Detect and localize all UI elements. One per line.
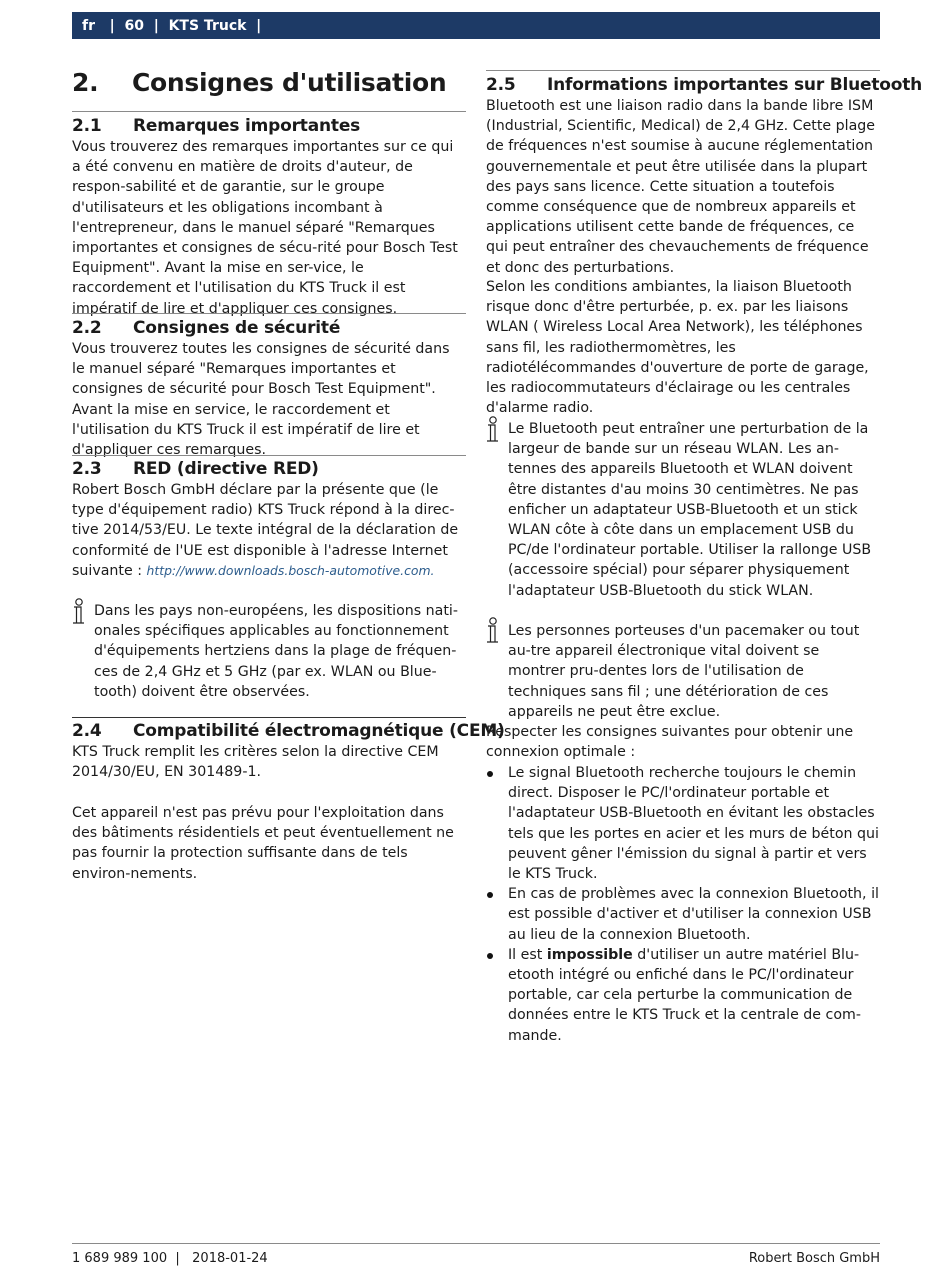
footer-doc-info xyxy=(72,1251,268,1266)
header-product: KTS Truck xyxy=(168,17,247,34)
header-separator: | xyxy=(95,17,125,34)
section-2-4-text-2: Cet appareil n'est pas prévu pour l'exploitation dans des bâtiments résidentiels et peut éventuellement ne pas fournir la protection suffisante dans de tels environ-nements. xyxy=(72,805,454,882)
section-title: RED (directive RED) xyxy=(133,459,319,479)
header-separator: | xyxy=(143,17,169,34)
section-2-3-body: Robert Bosch GmbH déclare par la présente que (le type d'équipement radio) KTS Truck répond à la direc-tive 2014/53/EU. Le texte intégral de la déclaration de conformité de l'UE est disponible à l'adresse Internet suivante : xyxy=(72,482,459,579)
emphasis-text: impossible xyxy=(546,946,633,963)
section-title: Remarques importantes xyxy=(133,116,361,136)
section-divider xyxy=(72,455,466,456)
list-item xyxy=(486,884,880,945)
section-2-1-heading xyxy=(72,115,360,137)
section-2-1-text: Vous trouverez des remarques importantes sur ce qui a été convenu en matière de droits d'auteur, de respon-sabilité et de garantie, sur le groupe d'utilisateurs et les obligations incombant à l'entrepreneur, dans le manuel séparé "Remarques importantes et consignes de sécu-rité pour Bosch Test Equipment". Avant la mise en ser-vice, le raccordement et l'utilisation du KTS Truck il est impératif de lire et d'appliquer ces consignes. xyxy=(72,139,458,317)
list-item xyxy=(486,945,880,1046)
section-divider xyxy=(72,313,466,314)
section-divider xyxy=(486,70,880,71)
section-divider xyxy=(72,717,466,718)
header-page-number: 60 xyxy=(124,17,144,34)
section-2-5-text-1: Bluetooth est une liaison radio dans la bande libre ISM (Industrial, Scientific, Medical) de 2,4 GHz. Cette plage de fréquences n'est soumise à aucune réglementation gouvernementale et peut être utilisée dans la plupart des pays sans licence. Cette situation a toutefois comme conséquence que de nombreux appareils et applications utilisent cette bande de fréquences, ce qui peut entraîner des chevauchements de fréquence et donc des perturbations. xyxy=(486,98,876,276)
section-number: 2.5 xyxy=(486,75,516,95)
section-2-2-text: Vous trouverez toutes les consignes de sécurité dans le manuel séparé "Remarques importantes et consignes de sécurité pour Bosch Test Equipment". Avant la mise en service, le raccordement et l'utilisation du KTS Truck il est impératif de lire et d'appliquer ces remarques. xyxy=(72,341,450,459)
bullet-icon xyxy=(487,892,493,898)
section-number: 2.1 xyxy=(72,116,102,136)
footer-divider xyxy=(72,1243,880,1244)
bullet-icon xyxy=(487,771,493,777)
list-item xyxy=(486,763,880,884)
list-item-text: En cas de problèmes avec la connexion Bluetooth, il est possible d'activer et d'utiliser la connexion USB au lieu de la connexion Bluetooth. xyxy=(508,886,879,943)
section-2-2-heading xyxy=(72,317,340,339)
info-note-icon xyxy=(486,617,502,645)
list-item-text: Il est xyxy=(508,946,547,963)
list-item-text: d'utiliser un autre matériel Blu-etooth intégré ou enfiché dans le PC/l'ordinateur portable, car cela perturbe la communication de données entre le KTS Truck et la centrale de com-mande. xyxy=(508,946,861,1044)
section-title: Consignes de sécurité xyxy=(133,318,341,338)
footer-date: 2018-01-24 xyxy=(192,1251,268,1266)
section-divider xyxy=(72,111,466,112)
section-number: 2.4 xyxy=(72,721,102,741)
section-2-5-text-2: Selon les conditions ambiantes, la liaison Bluetooth risque donc d'être perturbée, p. ex. par les liaisons WLAN ( Wireless Local Area Network), les téléphones sans fil, les radiothermomètres, les radiotélécommandes d'ouverture de porte de garage, les radiocommutateurs d'éclairage ou les centrales d'alarme radio. xyxy=(486,279,869,417)
section-2-5-note-1: Le Bluetooth peut entraîner une perturbation de la largeur de bande sur un réseau WLAN. Les an-tennes des appareils Bluetooth et WLAN doivent être distantes d'au moins 30 centimètres. Ne pas enficher un adaptateur USB-Bluetooth et un stick WLAN côte à côte dans un emplacement USB du PC/de l'ordinateur portable. Utiliser la rallonge USB (accessoire spécial) pour séparer physiquement l'adaptateur USB-Bluetooth du stick WLAN. xyxy=(508,421,872,599)
chapter-number: 2. xyxy=(72,68,99,97)
section-number: 2.2 xyxy=(72,318,102,338)
list-item-text: Le signal Bluetooth recherche toujours le chemin direct. Disposer le PC/l'ordinateur portable et l'adaptateur USB-Bluetooth en évitant les obstacles tels que les portes en acier et les murs de béton qui peuvent gêner l'émission du signal à partir et vers le KTS Truck. xyxy=(508,765,879,883)
section-2-5-note-2: Les personnes porteuses d'un pacemaker ou tout au-tre appareil électronique vital doivent se montrer pru-dentes lors de l'utilisation de techniques sans fil ; une détérioration de ces appareils ne peut être exclue. xyxy=(508,623,860,720)
section-2-5-intro: Respecter les consignes suivantes pour obtenir une connexion optimale : xyxy=(486,724,854,761)
footer-doc-number: 1 689 989 100 xyxy=(72,1251,168,1266)
section-number: 2.3 xyxy=(72,459,102,479)
section-title: Compatibilité électromagnétique (CEM) xyxy=(133,721,505,741)
footer-company: Robert Bosch GmbH xyxy=(748,1251,880,1266)
downloads-link[interactable]: http://www.downloads.bosch-automotive.com. xyxy=(146,562,435,578)
chapter-title-text: Consignes d'utilisation xyxy=(132,68,447,97)
chapter-title xyxy=(72,66,466,100)
section-title: Informations importantes sur Bluetooth xyxy=(547,75,923,95)
section-2-3-heading xyxy=(72,458,319,480)
section-2-5-heading xyxy=(486,74,922,96)
page-header-bar xyxy=(72,12,880,39)
bullet-list xyxy=(486,763,880,1046)
section-2-3-note: Dans les pays non-européens, les dispositions nati-onales spécifiques applicables au fonctionnement d'équipements hertziens dans la plage de fréquen-ces de 2,4 GHz et 5 GHz (par ex. WLAN ou Blue-tooth) doivent être observées. xyxy=(94,603,458,700)
footer-separator: | xyxy=(167,1251,193,1266)
section-2-4-text-1: KTS Truck remplit les critères selon la directive CEM 2014/30/EU, EN 301489-1. xyxy=(72,744,439,781)
section-2-3-text xyxy=(72,480,466,581)
header-separator: | xyxy=(246,17,262,34)
header-language: fr xyxy=(82,17,95,34)
info-note-icon xyxy=(72,598,88,626)
bullet-icon xyxy=(487,953,493,959)
section-2-4-heading xyxy=(72,720,505,742)
info-note-icon xyxy=(486,416,502,444)
